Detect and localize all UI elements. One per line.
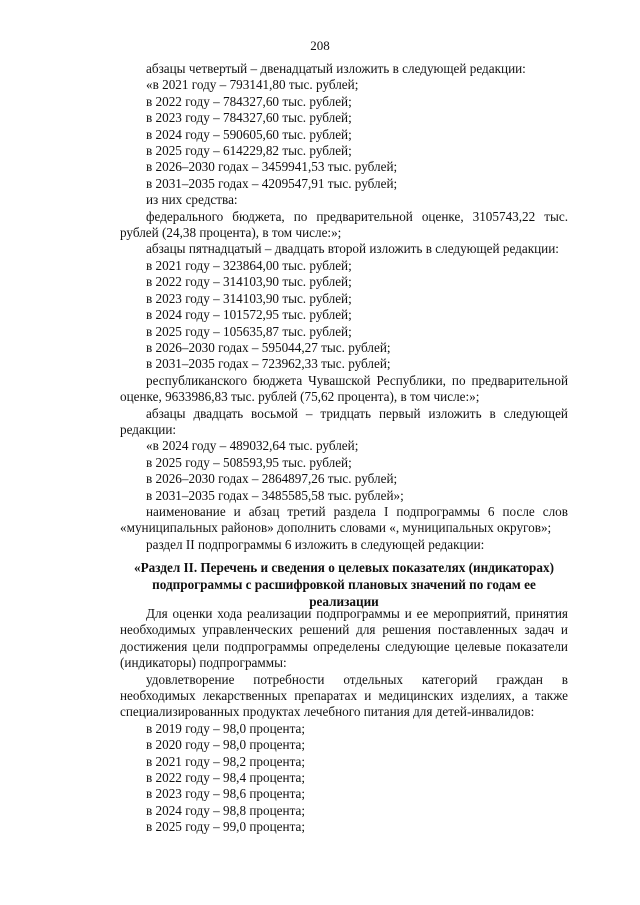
paragraph: абзацы двадцать восьмой – тридцать первый изложить в следующей редакции: (120, 405, 568, 437)
paragraph: Для оценки хода реализации подпрограммы и ее мероприятий, принятия необходимых управленческих решений для решения поставленных задач и достижения цели подпрограммы определены следующие целевые показатели (индикаторы) подпрограммы: (120, 606, 568, 671)
paragraph: в 2022 году – 98,4 процента; (146, 770, 306, 786)
paragraph: в 2024 году – 590605,60 тыс. рублей; (146, 126, 352, 142)
paragraph: «в 2021 году – 793141,80 тыс. рублей; (146, 77, 359, 93)
paragraph: в 2023 году – 314103,90 тыс. рублей; (146, 290, 352, 306)
paragraph: из них средства: (146, 192, 238, 208)
paragraph: в 2031–2035 годах – 4209547,91 тыс. рублей; (146, 175, 398, 191)
paragraph: в 2023 году – 784327,60 тыс. рублей; (146, 110, 352, 126)
paragraph: в 2024 году – 101572,95 тыс. рублей; (146, 307, 352, 323)
paragraph: в 2023 году – 98,6 процента; (146, 786, 306, 802)
section-heading-line: «Раздел II. Перечень и сведения о целевых показателях (индикаторах) (134, 560, 554, 575)
paragraph: удовлетворение потребности отдельных категорий граждан в необходимых лекарственных препаратах и медицинских изделиях, а также специализированных продуктах лечебного питания для детей-инвалидов: (120, 671, 568, 720)
paragraph: в 2025 году – 614229,82 тыс. рублей; (146, 143, 352, 159)
amendments-text (120, 61, 568, 553)
paragraph: в 2022 году – 314103,90 тыс. рублей; (146, 274, 352, 290)
paragraph: в 2026–2030 годах – 3459941,53 тыс. рублей; (146, 159, 398, 175)
paragraph: в 2025 году – 99,0 процента; (146, 819, 306, 835)
section-body-text (120, 606, 568, 836)
paragraph: в 2031–2035 годах – 723962,33 тыс. рублей; (146, 356, 391, 372)
paragraph: наименование и абзац третий раздела I подпрограммы 6 после слов «муниципальных районов» дополнить словами «, муниципальных округов»; (120, 503, 568, 536)
section-heading-line: подпрограммы с расшифровкой плановых значений по годам ее реализации (152, 577, 536, 609)
paragraph: в 2026–2030 годах – 595044,27 тыс. рублей; (146, 339, 391, 355)
paragraph: в 2021 году – 98,2 процента; (146, 753, 306, 769)
paragraph: республиканского бюджета Чувашской Республики, по предварительной оценке, 9633986,83 тыс. рублей (75,62 процента), в том числе:»; (120, 372, 568, 405)
paragraph: в 2020 году – 98,0 процента; (146, 737, 306, 753)
paragraph: в 2031–2035 годах – 3485585,58 тыс. рублей»; (146, 487, 404, 503)
page-number: 208 (310, 38, 330, 53)
paragraph: в 2024 году – 98,8 процента; (146, 802, 306, 818)
paragraph: в 2026–2030 годах – 2864897,26 тыс. рублей; (146, 471, 398, 487)
paragraph: в 2022 году – 784327,60 тыс. рублей; (146, 93, 352, 109)
paragraph: в 2019 году – 98,0 процента; (146, 720, 306, 736)
paragraph: в 2025 году – 508593,95 тыс. рублей; (146, 454, 352, 470)
paragraph: в 2025 году – 105635,87 тыс. рублей; (146, 323, 352, 339)
paragraph: в 2021 году – 323864,00 тыс. рублей; (146, 257, 352, 273)
paragraph: абзацы четвертый – двенадцатый изложить в следующей редакции: (146, 61, 526, 76)
paragraph: абзацы пятнадцатый – двадцать второй изложить в следующей редакции: (146, 241, 559, 257)
paragraph: раздел II подпрограммы 6 изложить в следующей редакции: (146, 536, 485, 552)
section-heading (120, 559, 568, 610)
paragraph: «в 2024 году – 489032,64 тыс. рублей; (146, 438, 359, 454)
paragraph: федерального бюджета, по предварительной оценке, 3105743,22 тыс. рублей (24,38 процента), в том числе:»; (120, 208, 568, 241)
